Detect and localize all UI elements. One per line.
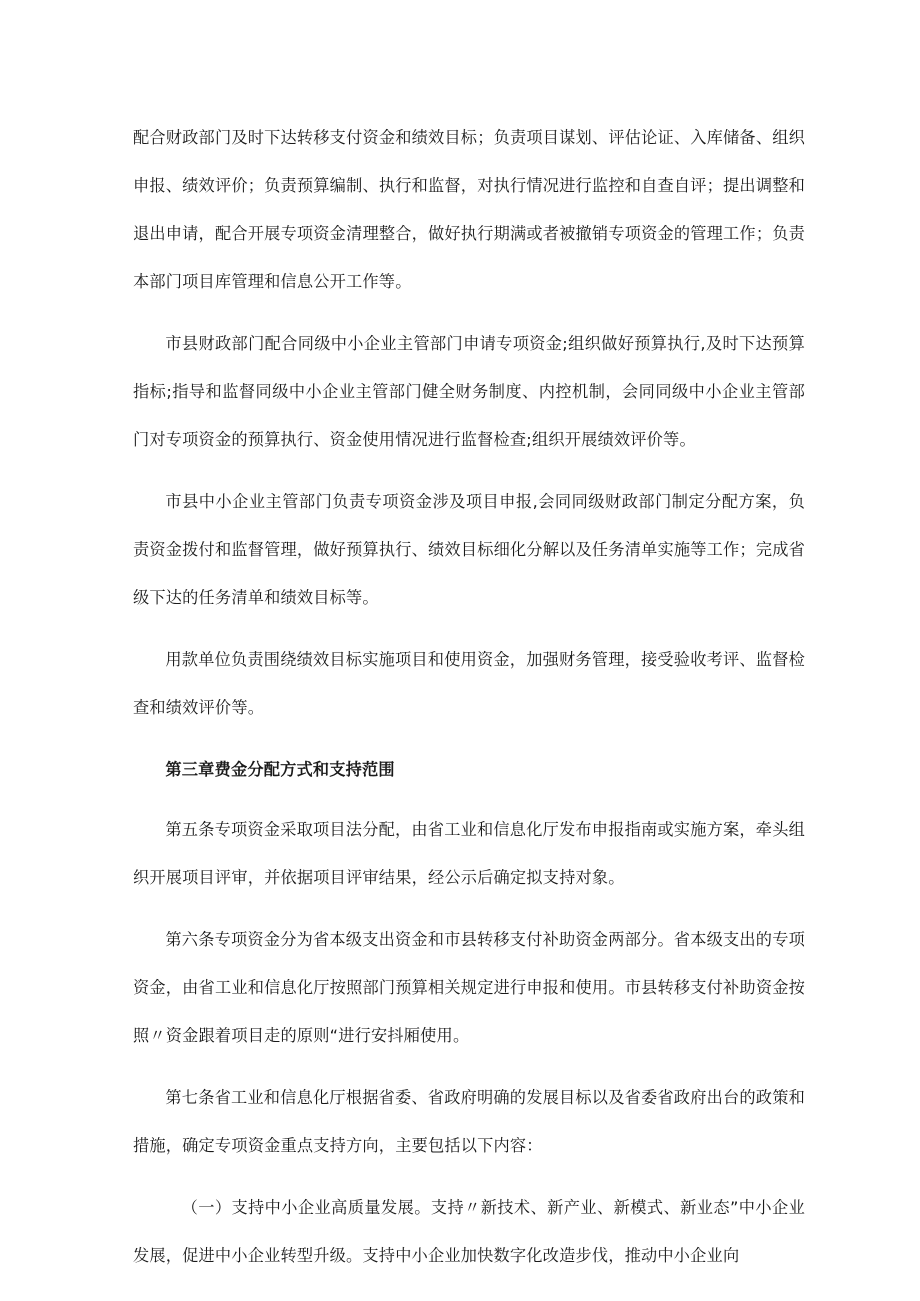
- paragraph-continuation: 配合财政部门及时下达转移支付资金和绩效目标；负责项目谋划、评估论证、入库储备、组织申报、绩效评价；负责预算编制、执行和监督，对执行情况进行监控和自查自评；提出调整和退出申请，配合开展专项资金清理整合，做好执行期满或者被撤销专项资金的管理工作；负责本部门项目库管理和信息公开工作等。: [133, 128, 805, 291]
- article-6: 第六条专项资金分为省本级支出资金和市县转移支付补助资金两部分。省本级支出的专项资金，由省工业和信息化厅按照部门预算相关规定进行申报和使用。市县转移支付补助资金按照〃资金跟着项目走的原则“进行安抖厢使用。: [133, 930, 805, 1045]
- chapter-heading: 第三章费金分配方式和支持范围: [165, 760, 395, 779]
- document-body: [133, 114, 805, 1294]
- paragraph-fund-users: 用款单位负责围绕绩效目标实施项目和使用资金，加强财务管理，接受验收考评、监督检查和绩效评价等。: [133, 650, 805, 717]
- paragraph-city-finance: 市县财政部门配合同级中小企业主管部门申请专项资金;组织做好预算执行,及时下达预算指标;指导和监督同级中小企业主管部门健全财务制度、内控机制，会同同级中小企业主管部门对专项资金的预算执行、资金使用情况进行监督检查;组织开展绩效评价等。: [133, 334, 805, 449]
- paragraph-city-sme-dept: 市县中小企业主管部门负责专项资金涉及项目申报,会同同级财政部门制定分配方案，负责资金拨付和监督管理，做好预算执行、绩效目标细化分解以及任务清单实施等工作；完成省级下达的任务清单和绩效目标等。: [133, 492, 805, 607]
- article-7-item-1: （一）支持中小企业高质量发展。支持〃新技术、新产业、新模式、新业态”中小企业发展，促进中小企业转型升级。支持中小企业加快数字化改造步伐，推动中小企业向: [133, 1198, 805, 1265]
- article-7: 第七条省工业和信息化厅根据省委、省政府明确的发展目标以及省委省政府出台的政策和措施，确定专项资金重点支持方向，主要包括以下内容：: [133, 1088, 805, 1155]
- article-5: 第五条专项资金采取项目法分配，由省工业和信息化厅发布申报指南或实施方案，牵头组织开展项目评审，并依据项目评审结果，经公示后确定拟支持对象。: [133, 820, 805, 887]
